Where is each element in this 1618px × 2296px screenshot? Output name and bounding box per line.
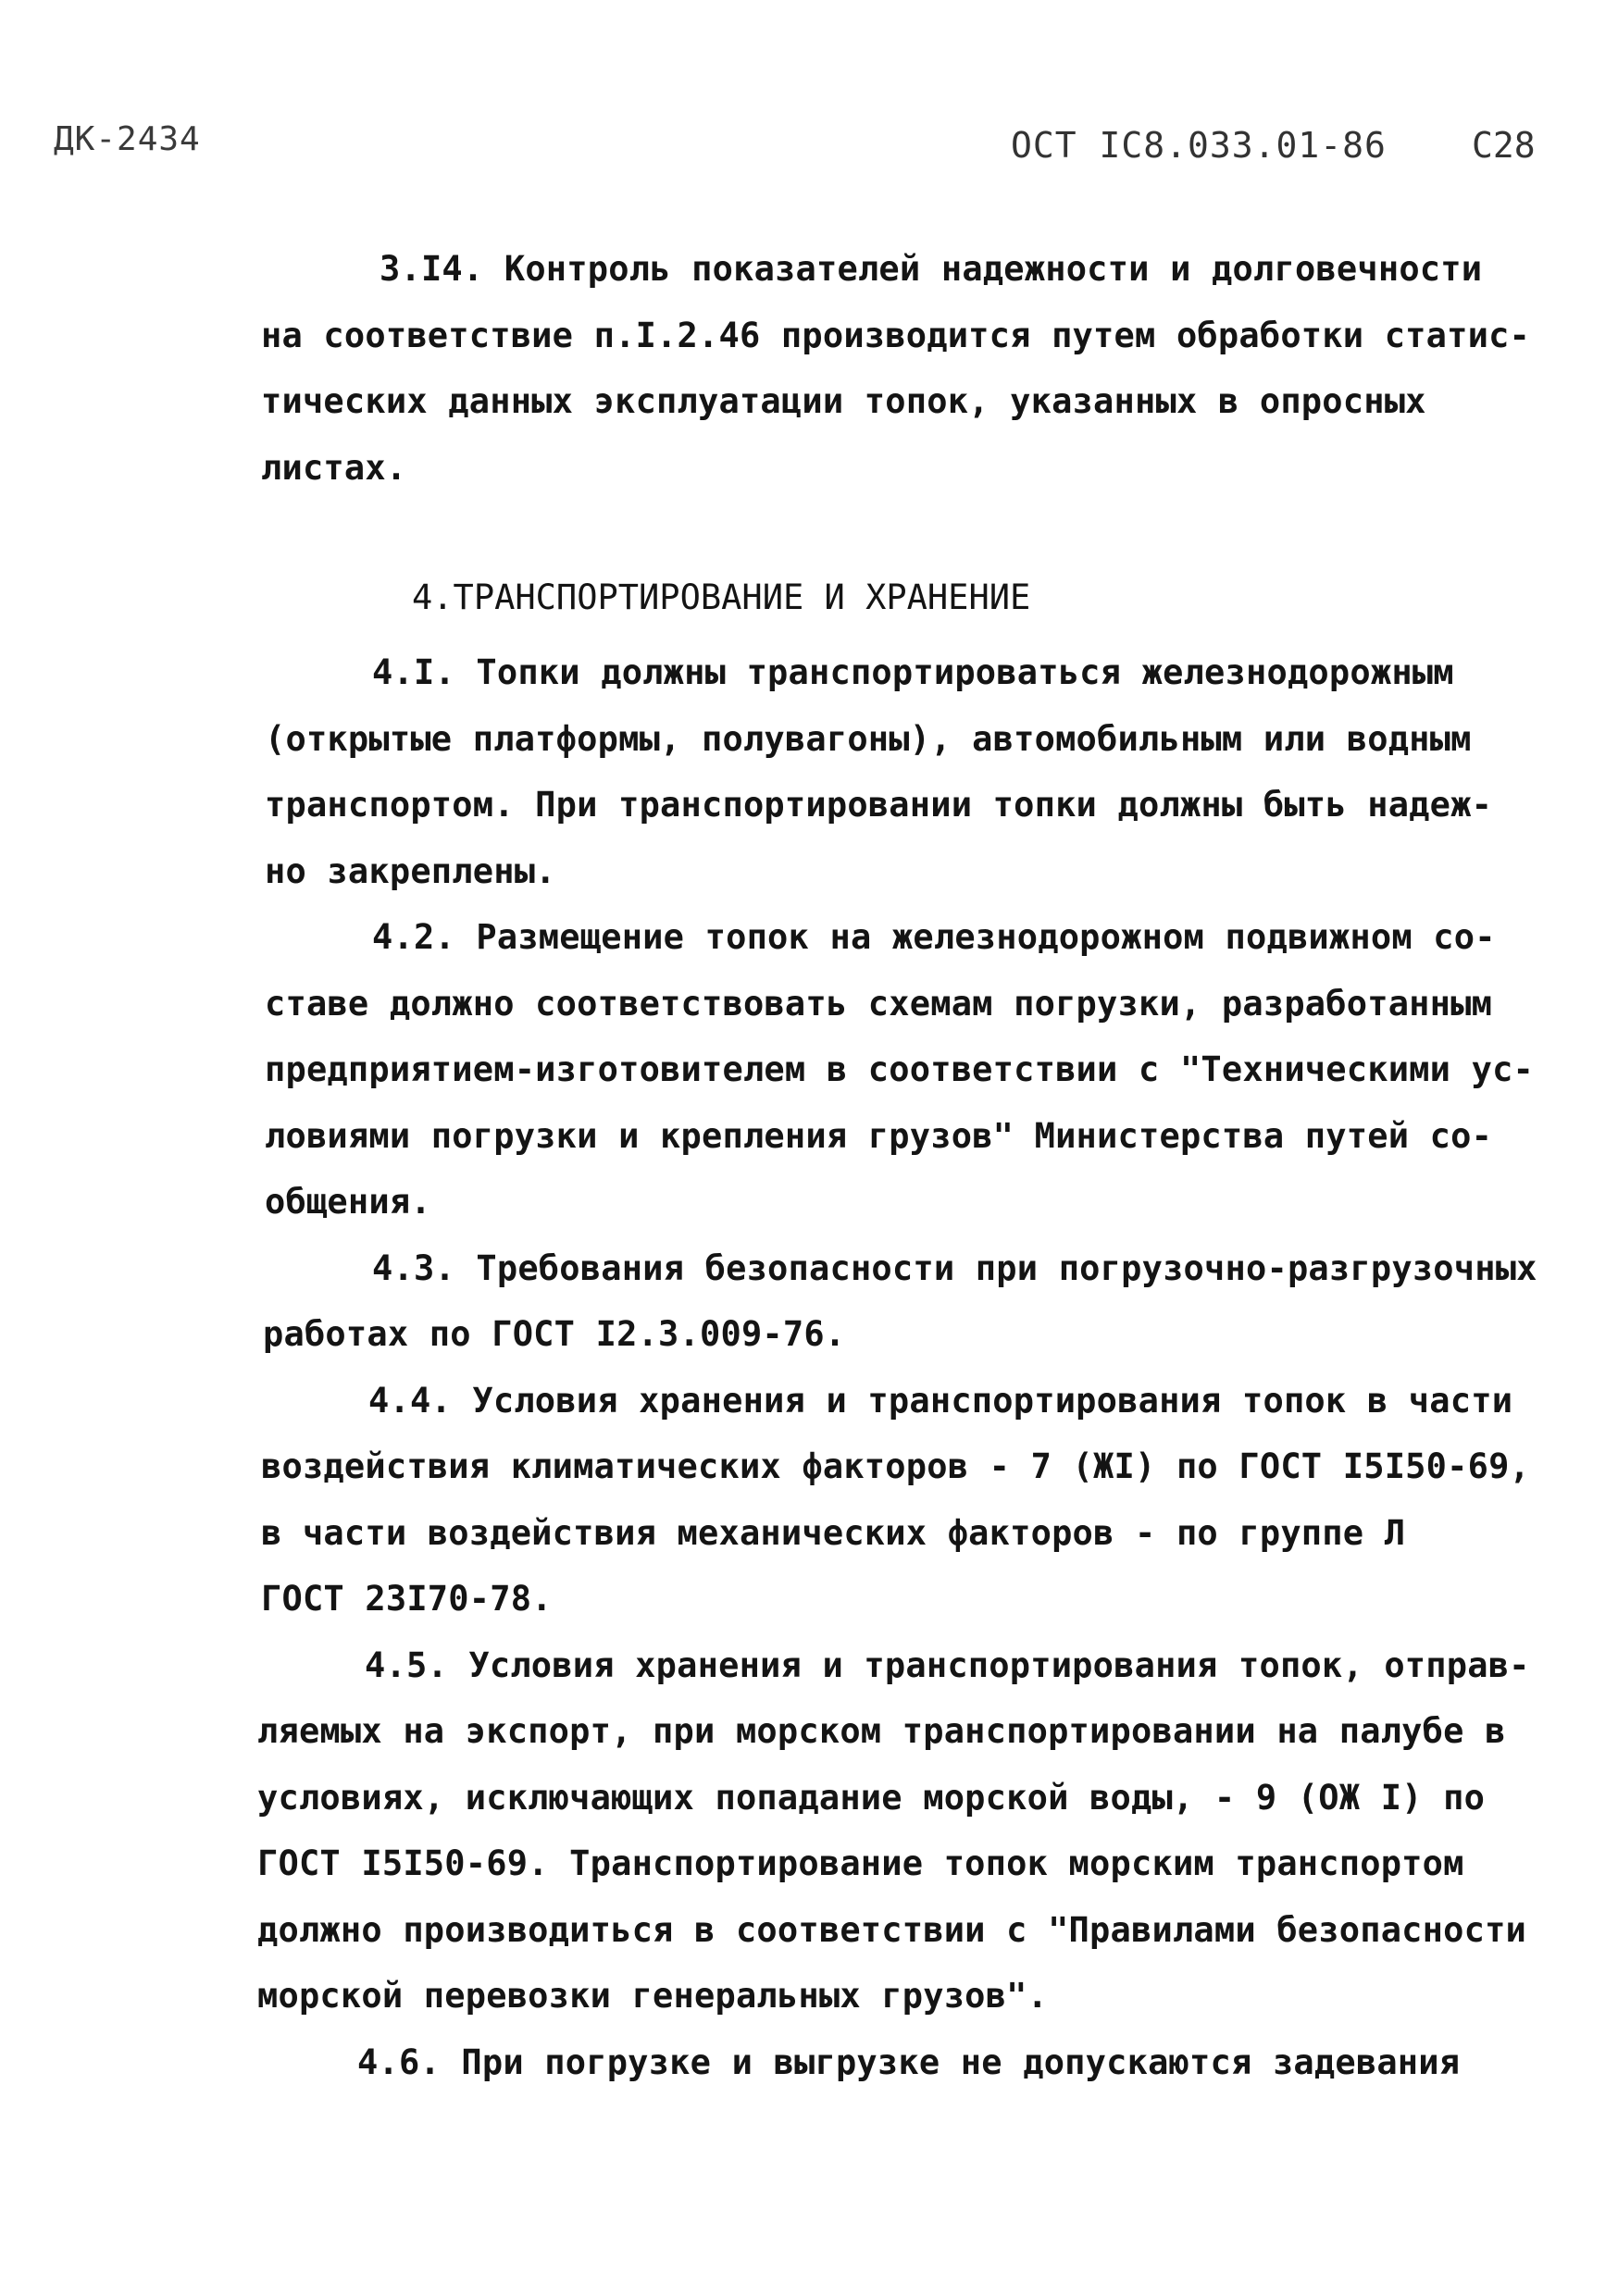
paragraph-line: должно производиться в соответствии с "Правилами безопасности: [257, 1909, 1527, 1950]
document-mark: ДК-2434: [54, 120, 201, 158]
paragraph-line: воздействия климатических факторов - 7 (ЖI) по ГОСТ I5I50-69,: [261, 1446, 1531, 1486]
paragraph-line: условиях, исключающих попадание морской воды, - 9 (ОЖ I) по: [257, 1777, 1486, 1818]
section-heading: 4.ТРАНСПОРТИРОВАНИЕ И ХРАНЕНИЕ: [412, 577, 1031, 617]
paragraph-line: листах.: [261, 447, 407, 488]
paragraph-line: но закреплены.: [265, 850, 556, 891]
paragraph-line: ставе должно соответствовать схемам погрузки, разработанным: [265, 983, 1493, 1024]
paragraph-line: морской перевозки генеральных грузов".: [257, 1976, 1049, 2016]
paragraph-3-14: [261, 236, 1583, 501]
paragraph-line: ляемых на экспорт, при морском транспортировании на палубе в: [257, 1711, 1506, 1751]
paragraph-line: транспортом. При транспортировании топки должны быть надеж-: [265, 785, 1493, 825]
paragraph-line: 4.6. При погрузке и выгрузке не допускаются задевания: [357, 2042, 1461, 2082]
paragraph-line: общения.: [265, 1182, 431, 1222]
paragraph-line: работах по ГОСТ I2.3.009-76.: [263, 1314, 846, 1354]
paragraph-line: 4.4. Условия хранения и транспортирования топок в части: [368, 1380, 1513, 1421]
paragraph-line: тических данных эксплуатации топок, указанных в опросных: [261, 381, 1426, 421]
paragraph-4-3: [263, 1235, 1583, 1368]
paragraph-4-2: [265, 904, 1583, 1235]
paragraph-line: (открытые платформы, полувагоны), автомобильным или водным: [265, 718, 1472, 759]
paragraph-line: 4.2. Размещение топок на железнодорожном подвижном со-: [372, 917, 1496, 957]
paragraph-line: ГОСТ I5I50-69. Транспортирование топок морским транспортом: [257, 1843, 1464, 1883]
paragraph-4-1: [265, 639, 1583, 904]
paragraph-line: 4.3. Требования безопасности при погрузочно-разгрузочных: [372, 1247, 1537, 1288]
paragraph-line: ГОСТ 23I70-78.: [261, 1579, 553, 1619]
paragraph-line: 4.I. Топки должны транспортироваться железнодорожным: [372, 652, 1454, 692]
document-body: [257, 236, 1583, 2095]
paragraph-4-5: [257, 1632, 1583, 2029]
paragraph-line: ловиями погрузки и крепления грузов" Министерства путей со-: [265, 1115, 1493, 1156]
paragraph-line: 3.I4. Контроль показателей надежности и долговечности: [380, 249, 1483, 289]
paragraph-line: на соответствие п.I.2.46 производится путем обработки статис-: [261, 315, 1531, 355]
page-number: С28: [1472, 125, 1536, 166]
paragraph-4-4: [261, 1368, 1583, 1632]
paragraph-line: в части воздействия механических факторов - по группе Л: [261, 1512, 1406, 1553]
standard-code: ОСТ IС8.033.01-86: [1011, 125, 1387, 166]
paragraph-line: 4.5. Условия хранения и транспортирования топок, отправ-: [365, 1644, 1530, 1685]
paragraph-line: предприятием-изготовителем в соответствии с "Техническими ус-: [265, 1049, 1535, 1089]
paragraph-4-6: [268, 2029, 1583, 2096]
